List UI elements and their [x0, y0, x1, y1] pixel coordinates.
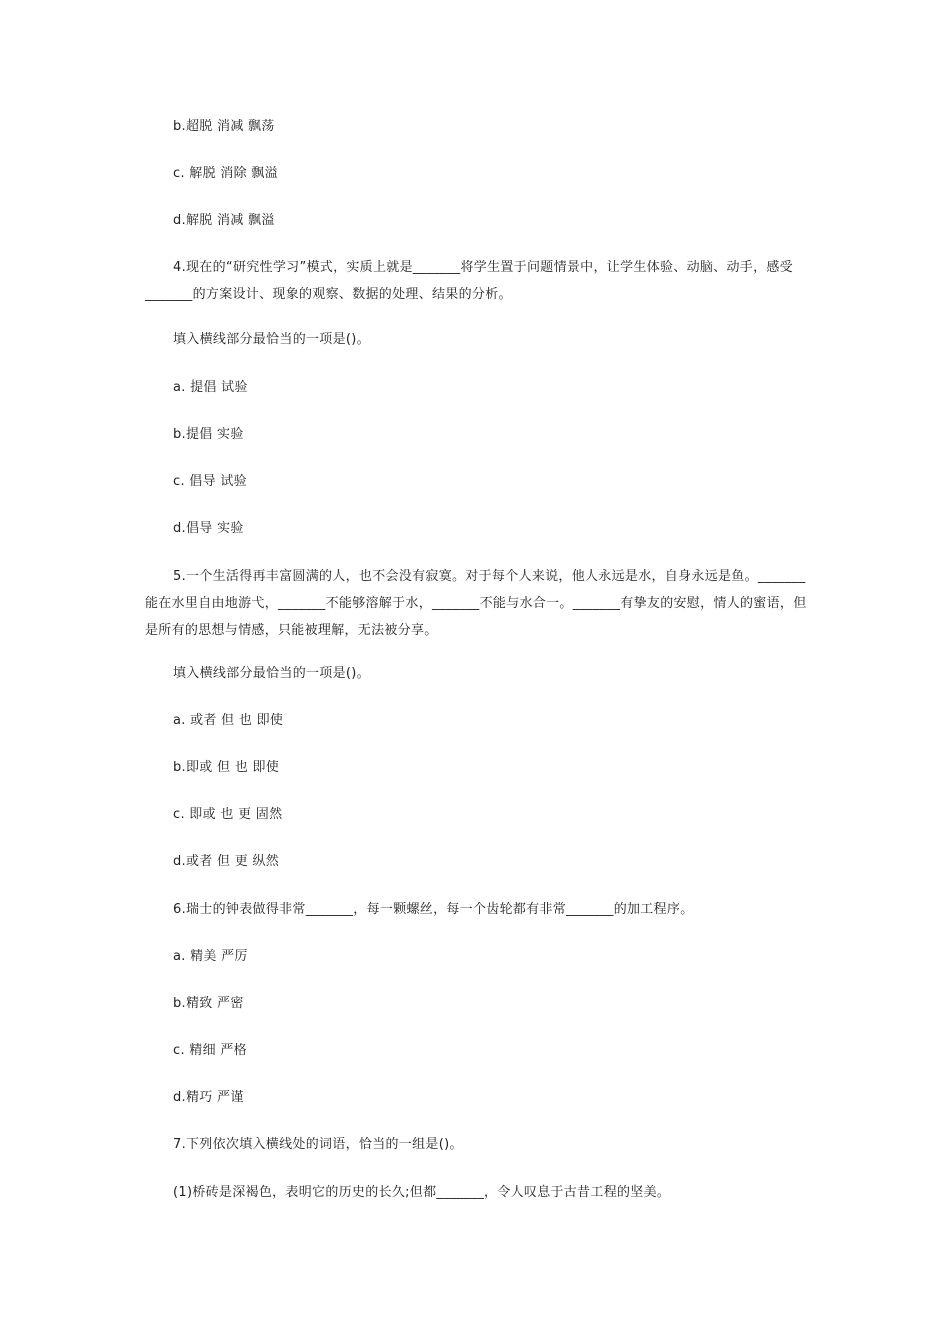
q4-option-b: b.提倡 实验: [173, 427, 244, 442]
q5-question: 5.一个生活得再丰富圆满的人，也不会没有寂寞。对于每个人来说，他人永远是水，自身永远是鱼。_______能在水里自由地游弋，_______不能够溶解于水，_______不能与水合一。_______有挚友的安慰，情人的蜜语，但是所有的思想与情感，只能被理解，无法被分享。: [145, 569, 807, 638]
q6-question: 6.瑞士的钟表做得非常_______，每一颗螺丝，每一个齿轮都有非常_______的加工程序。: [173, 902, 694, 917]
q5-option-c: c. 即或 也 更 固然: [173, 807, 283, 822]
q6-option-a: a. 精美 严厉: [173, 949, 248, 964]
q3-option-d: d.解脱 消减 飘溢: [173, 213, 275, 228]
q7-item-1: (1)桥砖是深褐色，表明它的历史的长久;但都_______，令人叹息于古昔工程的坚美。: [173, 1185, 671, 1200]
q4-option-a: a. 提倡 试验: [173, 380, 248, 395]
q6-option-d: d.精巧 严谨: [173, 1090, 244, 1105]
q6-option-c: c. 精细 严格: [173, 1043, 247, 1058]
q5-option-a: a. 或者 但 也 即使: [173, 713, 284, 728]
q4-option-c: c. 倡导 试验: [173, 474, 247, 489]
q3-option-b: b.超脱 消减 飘荡: [173, 119, 275, 134]
q5-option-d: d.或者 但 更 纵然: [173, 854, 280, 869]
q4-option-d: d.倡导 实验: [173, 521, 244, 536]
q3-option-c: c. 解脱 消除 飘溢: [173, 166, 278, 181]
q5-option-b: b.即或 但 也 即使: [173, 760, 280, 775]
q4-question: 4.现在的“研究性学习”模式，实质上就是_______将学生置于问题情景中，让学生体验、动脑、动手，感受_______的方案设计、现象的观察、数据的处理、结果的分析。: [145, 260, 793, 302]
q6-option-b: b.精致 严密: [173, 996, 244, 1011]
q4-prompt: 填入横线部分最恰当的一项是()。: [173, 332, 370, 347]
q7-question: 7.下列依次填入横线处的词语，恰当的一组是()。: [173, 1137, 463, 1152]
q5-prompt: 填入横线部分最恰当的一项是()。: [173, 666, 370, 681]
